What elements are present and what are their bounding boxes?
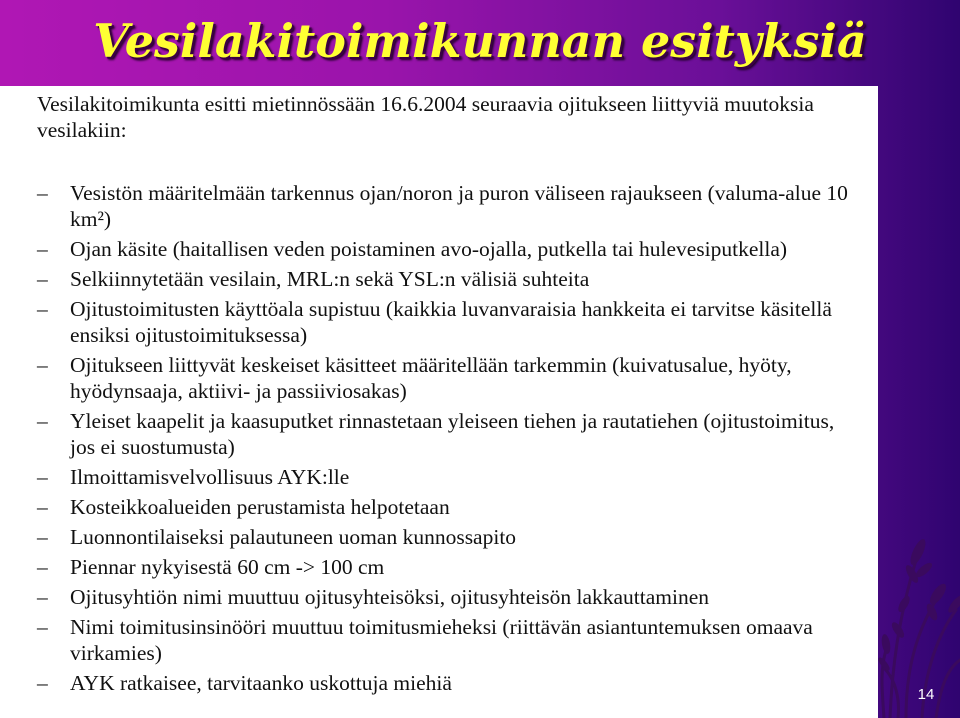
list-item-text: Vesistön määritelmään tarkennus ojan/noron ja puron väliseen rajaukseen (valuma-alue 10 km²)	[70, 181, 848, 231]
slide-title: Vesilakitoimikunnan esityksiä	[93, 14, 867, 68]
bullet-dash: –	[37, 671, 48, 695]
list-item	[37, 236, 862, 262]
list-item	[37, 494, 862, 520]
list-item	[37, 266, 862, 292]
list-item	[37, 524, 862, 550]
list-item-text: Selkiinnytetään vesilain, MRL:n sekä YSL:n välisiä suhteita	[70, 267, 590, 291]
bullet-dash: –	[37, 181, 48, 205]
list-item-text: Ojitukseen liittyvät keskeiset käsitteet määritellään tarkemmin (kuivatusalue, hyöty, hyödynsaaja, aktiivi- ja passiiviosakas)	[70, 353, 792, 403]
list-item	[37, 180, 862, 232]
list-item-text: Ojitustoimitusten käyttöala supistuu (kaikkia luvanvaraisia hankkeita ei tarvitse käsitellä ensiksi ojitustoimituksessa)	[70, 297, 832, 347]
list-item	[37, 670, 862, 696]
list-item	[37, 464, 862, 490]
bullet-dash: –	[37, 353, 48, 377]
bullet-dash: –	[37, 555, 48, 579]
bullet-dash: –	[37, 237, 48, 261]
list-item-text: Nimi toimitusinsinööri muuttuu toimitusmieheksi (riittävän asiantuntemuksen omaava virkamies)	[70, 615, 813, 665]
bullet-dash: –	[37, 495, 48, 519]
list-item-text: Ojan käsite (haitallisen veden poistaminen avo-ojalla, putkella tai hulevesiputkella)	[70, 237, 788, 261]
list-item-text: Piennar nykyisestä 60 cm -> 100 cm	[70, 555, 385, 579]
list-item	[37, 296, 862, 348]
bullet-dash: –	[37, 409, 48, 433]
list-item-text: Luonnontilaiseksi palautuneen uoman kunnossapito	[70, 525, 517, 549]
bullet-list	[37, 180, 862, 700]
bullet-dash: –	[37, 615, 48, 639]
list-item	[37, 614, 862, 666]
bullet-dash: –	[37, 465, 48, 489]
list-item	[37, 554, 862, 580]
intro-text: Vesilakitoimikunta esitti mietinnössään 16.6.2004 seuraavia ojitukseen liittyviä muutoksia vesilakiin:	[37, 92, 814, 142]
bullet-dash: –	[37, 585, 48, 609]
list-item-text: Kosteikkoalueiden perustamista helpotetaan	[70, 495, 450, 519]
list-item	[37, 408, 862, 460]
list-item	[37, 352, 862, 404]
list-item-text: Ilmoittamisvelvollisuus AYK:lle	[70, 465, 350, 489]
bullet-dash: –	[37, 297, 48, 321]
list-item-text: Yleiset kaapelit ja kaasuputket rinnastetaan yleiseen tiehen ja rautatiehen (ojitustoimitus, jos ei suostumusta)	[70, 409, 835, 459]
list-item	[37, 584, 862, 610]
list-item-text: Ojitusyhtiön nimi muuttuu ojitusyhteisöksi, ojitusyhteisön lakkauttaminen	[70, 585, 710, 609]
page-number: 14	[917, 686, 935, 703]
content-panel	[0, 86, 878, 718]
bullet-dash: –	[37, 525, 48, 549]
list-item-text: AYK ratkaisee, tarvitaanko uskottuja miehiä	[70, 671, 452, 695]
bullet-dash: –	[37, 267, 48, 291]
